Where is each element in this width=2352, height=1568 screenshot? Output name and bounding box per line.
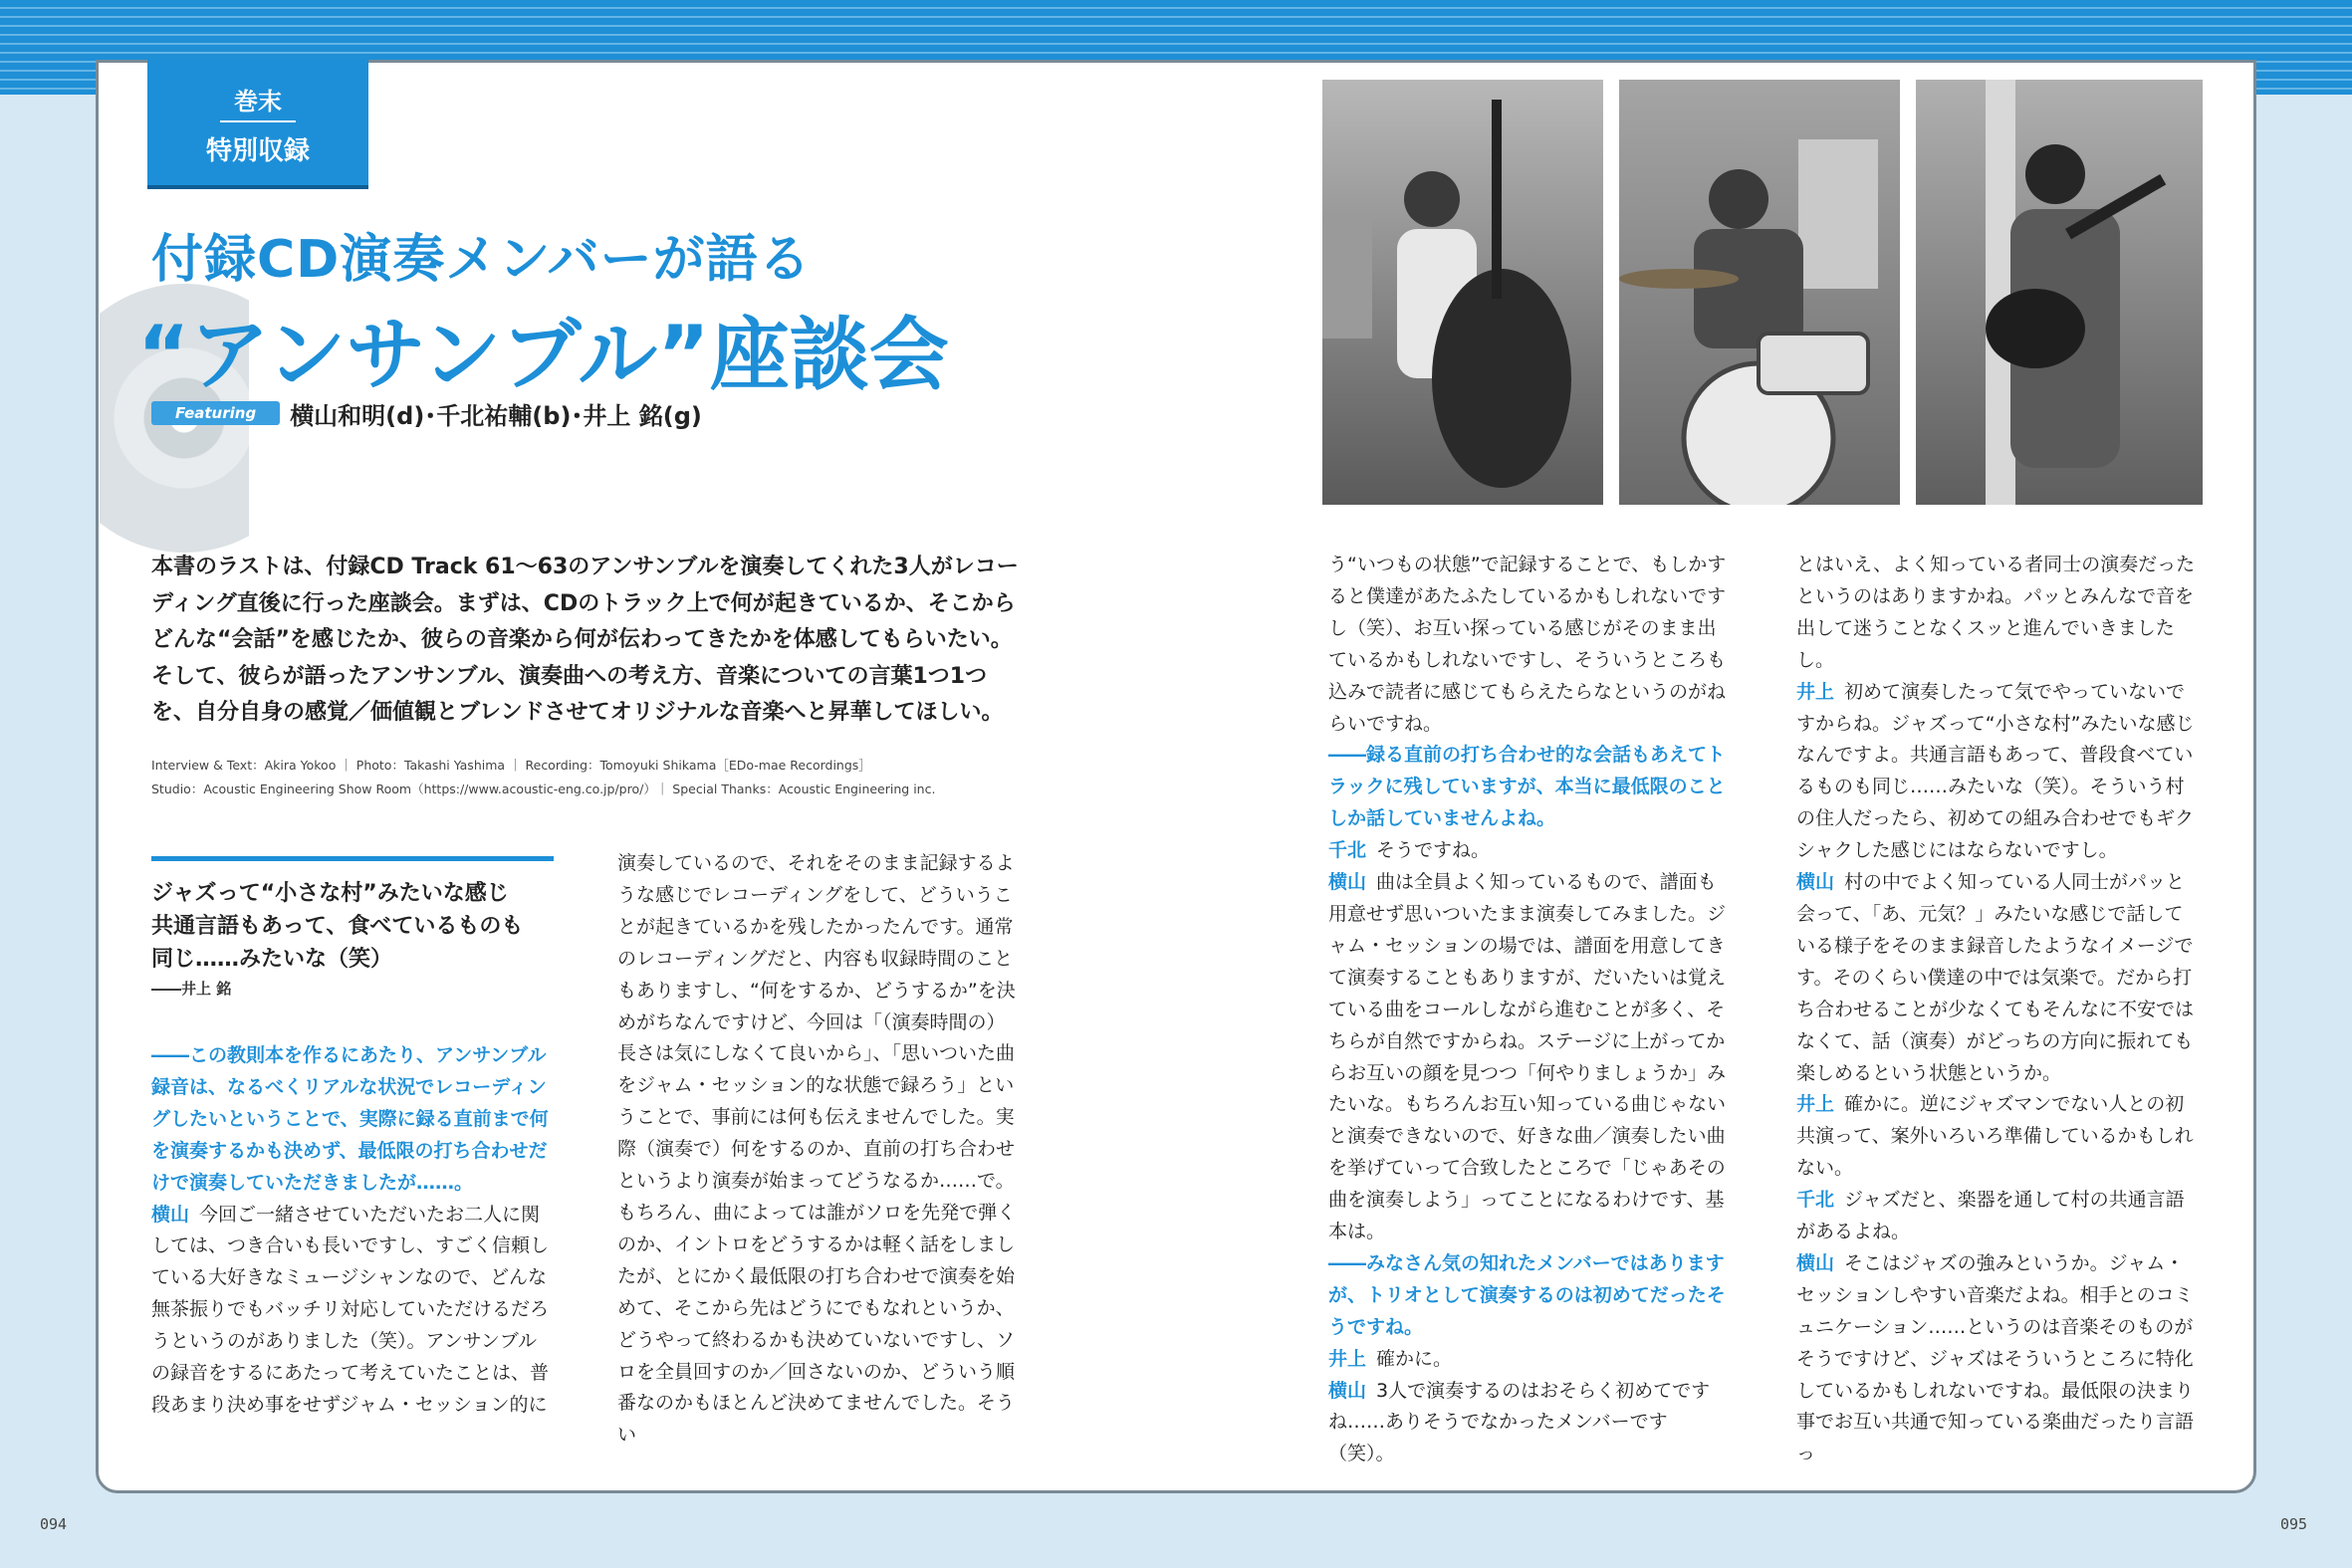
body-column-4	[1796, 550, 2199, 1470]
speech-text: 初めて演奏したって気でやっていないですからね。ジャズって“小さな村”みたいな感じなんですよ。共通言語もあって、普段食べているものも同じ……みたいな（笑）。そういう村の住人だったら、初めての組み合わせでもギクシャクした感じにはならないですし。	[1796, 680, 2195, 862]
photo-drummer	[1619, 80, 1900, 505]
speech-text: ジャズだと、楽器を通して村の共通言語があるよね。	[1796, 1189, 2185, 1243]
featuring-badge: Featuring	[151, 401, 280, 425]
speaker-label: 井上	[1796, 1093, 1835, 1116]
pull-quote-line2: 共通言語もあって、食べているものも	[151, 914, 524, 939]
title-line2: “アンサンブル”座談会	[137, 309, 949, 401]
speaker-label: 横山	[1796, 1251, 1835, 1274]
speaker-label: 横山	[1328, 1379, 1367, 1402]
speaker-label: 横山	[151, 1203, 190, 1226]
page-number-left: 094	[40, 1515, 68, 1533]
pull-quote-attribution: ――井上 銘	[151, 980, 232, 998]
section-tag	[147, 60, 368, 185]
speech-paragraph	[1796, 677, 2199, 867]
title-line1: 付録CD演奏メンバーが語る	[151, 230, 812, 290]
credits	[151, 754, 1048, 801]
photo-guitarist	[1916, 80, 2203, 505]
section-tag-line1: 巻末	[220, 82, 296, 122]
lead-paragraph: 本書のラストは、付録CD Track 61～63のアンサンブルを演奏してくれた3人がレコーディング直後に行った座談会。まずは、CDのトラック上で何が起きているか、そこからどんな“会話”を感じたか、彼らの音楽から何が伝わってきたかを体感してもらいたい。そして、彼らが語ったアンサンブル、演奏曲への考え方、音楽についての言葉1つ1つを、自分自身の感覚／価値観とブレンドさせてオリジナルな音楽へと昇華してほしい。	[151, 555, 1019, 725]
credits-line1: Interview & Text：Akira Yokoo ｜ Photo：Takashi Yashima ｜ Recording：Tomoyuki Shikama［EDo-mae Recordings］	[151, 758, 871, 773]
speech-paragraph	[151, 1200, 554, 1422]
speech-text: 確かに。	[1376, 1347, 1453, 1370]
photo-bassist	[1322, 80, 1603, 505]
speaker-label: 井上	[1796, 680, 1835, 703]
speech-text: 3人で演奏するのはおそらく初めてですね……ありそうでなかったメンバーです（笑）。	[1328, 1379, 1711, 1465]
pull-quote-line1: ジャズって“小さな村”みたいな感じ	[151, 881, 509, 906]
body-column-1	[151, 1040, 554, 1422]
speech-paragraph	[1796, 1089, 2199, 1185]
credits-line2: Studio：Acoustic Engineering Show Room（https://www.acoustic-eng.co.jp/pro/）｜ Special Thanks：Acoustic Engineering inc.	[151, 782, 936, 796]
speech-paragraph	[1796, 867, 2199, 1089]
speaker-label: 横山	[1328, 871, 1367, 894]
speaker-label: 横山	[1796, 871, 1835, 894]
speech-paragraph	[1796, 1185, 2199, 1248]
speech-paragraph	[1328, 867, 1731, 1248]
speaker-label: 千北	[1796, 1189, 1835, 1212]
pull-quote-line3: 同じ……みたいな（笑）	[151, 947, 393, 972]
pull-quote	[151, 856, 554, 999]
interviewer-question: ――みなさん気の知れたメンバーではありますが、トリオとして演奏するのは初めてだったそうですね。	[1328, 1251, 1726, 1338]
speech-paragraph	[1328, 835, 1731, 867]
speech-paragraph	[1796, 1248, 2199, 1470]
members-list: 横山和明(d)･千北祐輔(b)･井上 銘(g)	[290, 401, 702, 430]
body-column-2	[617, 848, 1018, 1452]
speech-text: 今回ご一緒させていただいたお二人に関しては、つき合いも長いですし、すごく信頼している大好きなミュージシャンなので、どんな無茶振りでもバッチリ対応していただけるだろうというのがありました（笑）。アンサンブルの録音をするにあたって考えていたことは、普段あまり決め事をせずジャム・セッション的に	[151, 1203, 550, 1416]
interviewer-question: ――この教則本を作るにあたり、アンサンブル録音は、なるべくリアルな状況でレコーディングしたいということで、実際に録る直前まで何を演奏するかも決めず、最低限の打ち合わせだけで演奏していただきましたが……。	[151, 1044, 549, 1194]
speech-text: 曲は全員よく知っているもので、譜面も用意せず思いついたまま演奏してみました。ジャム・セッションの場では、譜面を用意してきて演奏することもありますが、だいたいは覚えている曲をコールしながら進むことが多く、そちらが自然ですからね。ステージに上がってからお互いの顔を見つつ「何やりましょうか」みたいな。もちろんお互い知っている曲じゃないと演奏できないので、好きな曲／演奏したい曲を挙げていって合致したところで「じゃあその曲を演奏しよう」ってことになるわけです、基本は。	[1328, 871, 1727, 1243]
page-number-right: 095	[2280, 1515, 2308, 1533]
speech-text: そこはジャズの強みというか。ジャム・セッションしやすい音楽だよね。相手とのコミュニケーション……というのは音楽そのものがそうですけど、ジャズはそういうところに特化しているかもしれないですね。最低限の決まり事でお互い共通で知っている楽曲だったり言語っ	[1796, 1251, 2195, 1465]
speech-text: 村の中でよく知っている人同士がパッと会って、「あ、元気？」みたいな感じで話している様子をそのまま録音したようなイメージです。そのくらい僕達の中では気楽で。だから打ち合わせることが少なくてもそんなに不安ではなくて、話（演奏）がどっちの方向に振れても楽しめるという状態というか。	[1796, 871, 2195, 1084]
speaker-label: 井上	[1328, 1347, 1367, 1370]
speech-text: そうですね。	[1376, 839, 1491, 862]
speech-paragraph	[1328, 1376, 1731, 1471]
speech-text: う“いつもの状態”で記録することで、もしかすると僕達があたふたしているかもしれないですし（笑）、お互い探っている感じがそのまま出ているかもしれないですし、そういうところも込みで読者に感じてもらえたらなというのがねらいですね。	[1328, 554, 1727, 735]
speaker-label: 千北	[1328, 839, 1367, 862]
speech-text: 確かに。逆にジャズマンでない人との初共演って、案外いろいろ準備しているかもしれない。	[1796, 1093, 2194, 1180]
pull-quote-rule	[151, 856, 554, 861]
speech-text: とはいえ、よく知っている者同士の演奏だったというのはありますかね。パッとみんなで音を出して迷うことなくスッと進んでいきましたし。	[1796, 554, 2196, 671]
section-tag-line2: 特別収録	[205, 136, 310, 166]
speech-text: 演奏しているので、それをそのまま記録するような感じでレコーディングをして、どういうことが起きているかを残したかったんです。通常のレコーディングだと、内容も収録時間のこともありますし、“何をするか、どうするか”を決めがちなんですけど、今回は「（演奏時間の）長さは気にしなくて良いから」、「思いついた曲をジャム・セッション的な状態で録ろう」ということで、事前には何も伝えませんでした。実際（演奏で）何をするのか、直前の打ち合わせというより演奏が始まってどうなるか……で。もちろん、曲によっては誰がソロを先発で弾くのか、イントロをどうするかは軽く話をしましたが、とにかく最低限の打ち合わせで演奏を始めて、そこから先はどうにでもなれというか、どうやって終わるかも決めていないですし、ソロを全員回すのか／回さないのか、どういう順番なのかもほとんど決めてませんでした。そうい	[617, 852, 1017, 1447]
featuring-row	[151, 396, 702, 430]
interviewer-question: ――録る直前の打ち合わせ的な会話もあえてトラックに残していますが、本当に最低限のことしか話していませんよね。	[1328, 744, 1726, 830]
speech-paragraph	[1328, 1344, 1731, 1376]
body-column-3	[1328, 550, 1731, 1470]
